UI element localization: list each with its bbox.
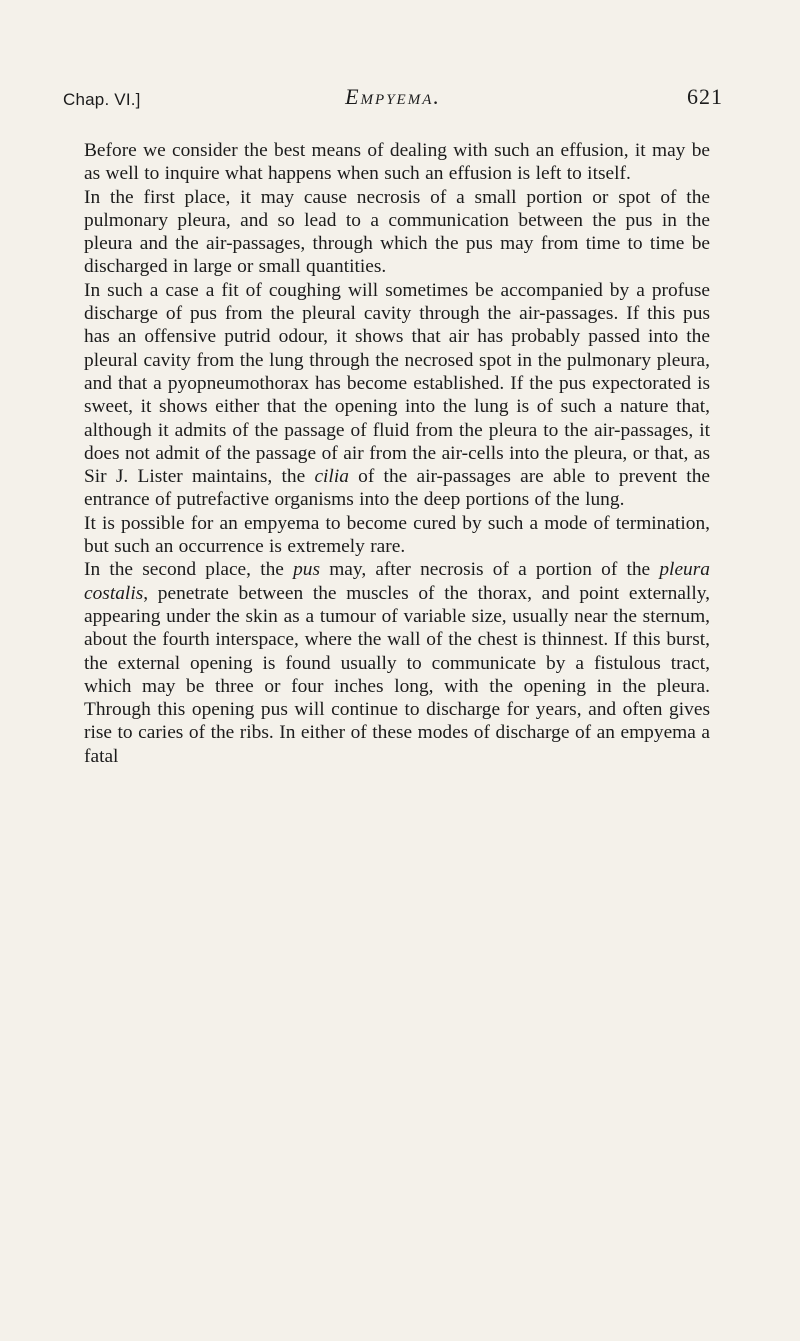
italic-term-cilia: cilia [314,466,349,488]
chapter-reference: Chap. VI.] [63,90,141,109]
paragraph-text: In the first place, it may cause necrosis of a small portion or spot of the pulmonary pleura, and so lead to a communication between the pus in the pleura and the air-passages, through which the pus may from time to time be discharged in large or small quantities. [84,186,710,278]
paragraph-text: , penetrate between the muscles of the thorax, and point externally, appearing under the skin as a tumour of variable size, usually near the sternum, about the fourth interspace, where the wall of the chest is thinnest. If this burst, the external opening is found usually to communicate by a fistulous tract, which may be three or four inches long, with the opening in the pleura. Through this opening pus will continue to discharge for years, and often gives rise to caries of the ribs. In either of these modes of discharge of an empyema a fatal [84,582,710,767]
italic-term-pleura-costalis: pleura costalis [84,559,710,604]
paragraph-cure [84,512,710,559]
italic-term-pus: pus [293,559,321,581]
paragraph-first-place [84,186,710,279]
paragraph-text: In the second place, the [84,559,294,581]
running-title: Empyema. [345,84,441,109]
page-number: 621 [687,84,723,109]
paragraph-text: Before we consider the best means of dealing with such an effusion, it may be as well to inquire what happens when such an effusion is left to itself. [84,140,710,185]
paragraph-text: may, after necrosis of a portion of the [320,559,660,581]
paragraph-text: of the air-passages are able to prevent the entrance of putrefactive organisms into the deep portions of the lung. [84,466,710,511]
paragraph-text: In such a case a fit of coughing will sometimes be accompanied by a profuse discharge of pus from the pleural cavity through the air-passages. If this pus has an offensive putrid odour, it shows that air has probably passed into the pleural cavity from the lung through the necrosed spot in the pulmonary pleura, and that a pyopneumothorax has become established. If the pus expectorated is sweet, it shows either that the opening into the lung is of such a nature that, although it admits of the passage of fluid from the pleura to the air-passages, it does not admit of the passage of air from the air-cells into the pleura, or that, as Sir J. Lister maintains, the [84,279,710,488]
paragraph-second-place [84,558,710,768]
paragraph-text: It is possible for an empyema to become cured by such a mode of termination, but such an occurrence is extremely rare. [84,512,710,558]
running-head [63,84,723,118]
body-text [84,139,710,768]
paragraph-effusion-intro [84,139,710,186]
paragraph-coughing [84,279,710,512]
